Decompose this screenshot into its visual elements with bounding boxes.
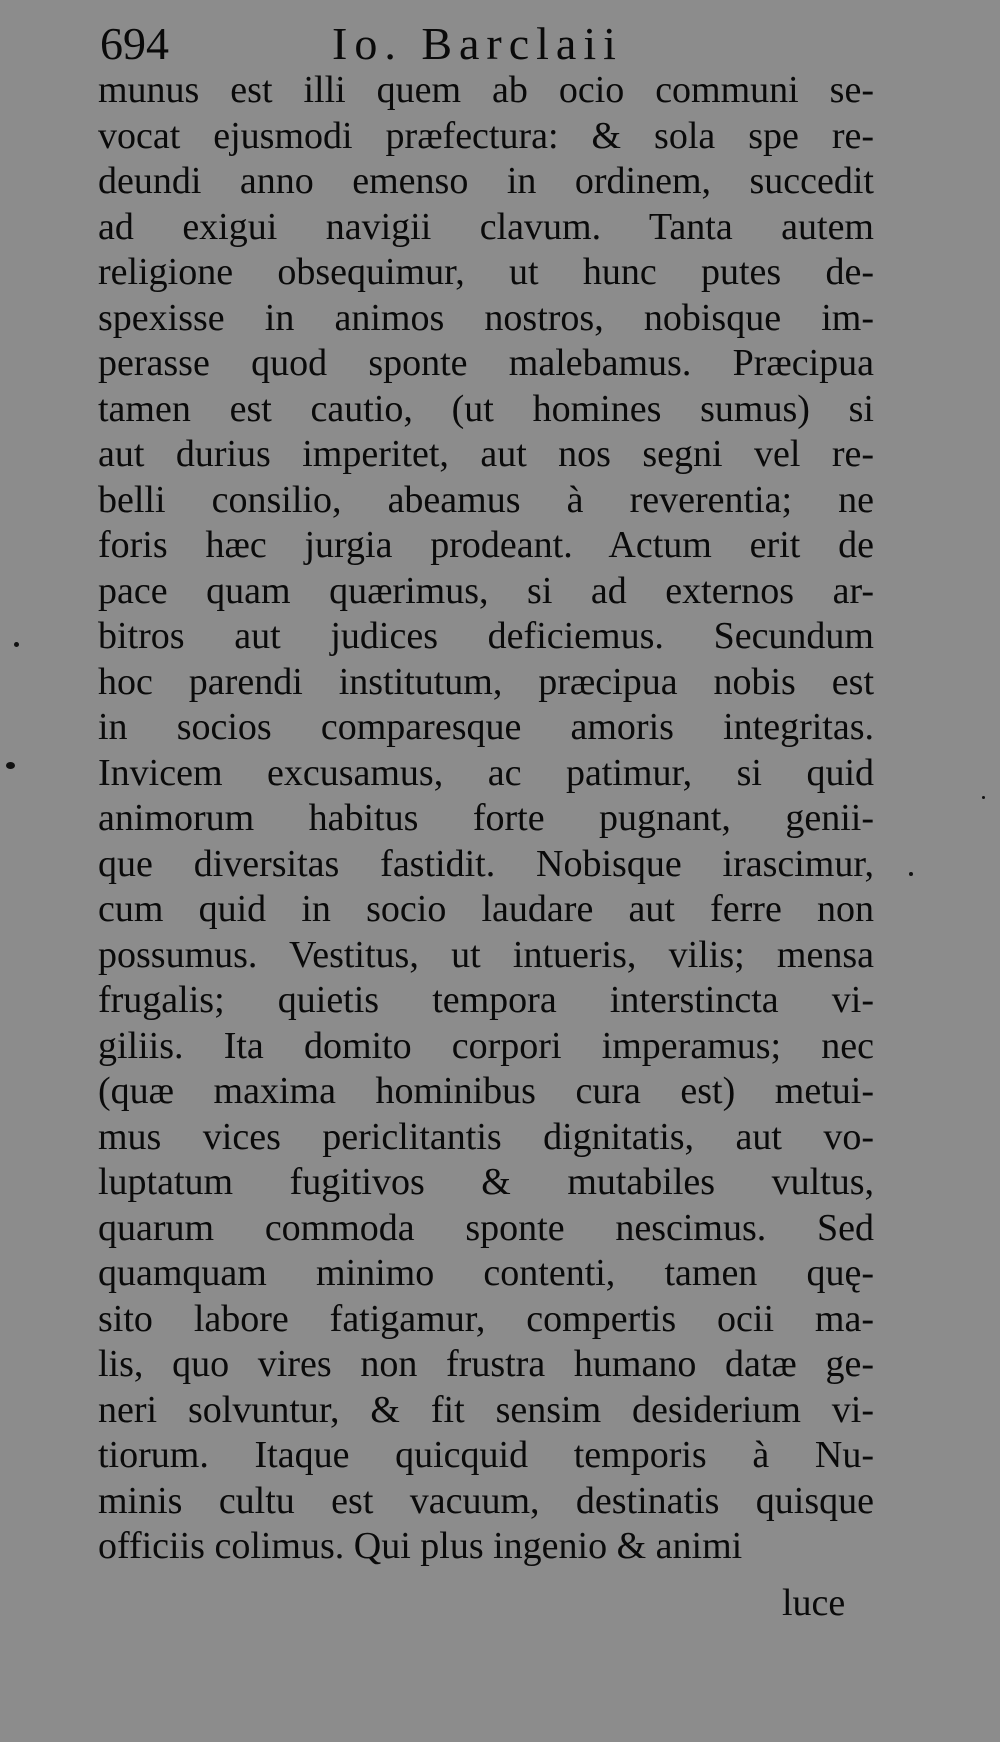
- ink-speck: [14, 642, 19, 647]
- text-line: tamen est cautio, (ut homines sumus) si: [98, 387, 874, 430]
- ink-speck: [6, 762, 15, 769]
- text-line: giliis. Ita domito corpori imperamus; nec: [98, 1024, 874, 1067]
- text-line: perasse quod sponte malebamus. Præcipua: [98, 342, 874, 384]
- text-line: deundi anno emenso in ordinem, succedit: [98, 160, 874, 202]
- running-title: Io. Barclaii: [332, 18, 623, 69]
- text-line: (quæ maxima hominibus cura est) metui-: [98, 1070, 874, 1112]
- text-line: foris hæc jurgia prodeant. Actum erit de: [98, 524, 874, 566]
- text-line: neri solvuntur, & fit sensim desiderium vi-: [98, 1388, 874, 1431]
- text-line: Invicem excusamus, ac patimur, si quid: [98, 751, 874, 794]
- text-line: animorum habitus forte pugnant, genii-: [98, 797, 874, 839]
- body-text: [98, 68, 874, 1570]
- text-line: in socios comparesque amoris integritas.: [98, 706, 874, 748]
- text-line: pace quam quærimus, si ad externos ar-: [98, 569, 874, 612]
- text-line: officiis colimus. Qui plus ingenio & animi: [98, 1525, 743, 1567]
- text-line: quarum commoda sponte nescimus. Sed: [98, 1206, 874, 1249]
- ink-speck: [982, 796, 985, 799]
- text-line: munus est illi quem ab ocio communi se-: [98, 69, 874, 111]
- text-line: tiorum. Itaque quicquid temporis à Nu-: [98, 1434, 874, 1476]
- text-line: possumus. Vestitus, ut intueris, vilis; mensa: [98, 933, 874, 976]
- text-line: religione obsequimur, ut hunc putes de-: [98, 251, 874, 293]
- catchword: luce: [782, 1582, 846, 1624]
- text-line: quamquam minimo contenti, tamen quę-: [98, 1252, 874, 1294]
- text-line: luptatum fugitivos & mutabiles vultus,: [98, 1161, 874, 1203]
- text-line: frugalis; quietis tempora interstincta vi-: [98, 979, 874, 1021]
- text-line: minis cultu est vacuum, destinatis quisque: [98, 1479, 874, 1522]
- running-head: [100, 14, 740, 74]
- page-number: 694: [100, 18, 169, 69]
- text-line: hoc parendi institutum, præcipua nobis est: [98, 660, 874, 703]
- text-line: spexisse in animos nostros, nobisque im-: [98, 296, 874, 339]
- ink-speck: [909, 872, 913, 876]
- text-line: ad exigui navigii clavum. Tanta autem: [98, 205, 874, 248]
- text-line: sito labore fatigamur, compertis ocii ma-: [98, 1297, 874, 1340]
- text-line: cum quid in socio laudare aut ferre non: [98, 888, 874, 930]
- text-line: vocat ejusmodi præfectura: & sola spe re-: [98, 114, 874, 157]
- text-line: mus vices periclitantis dignitatis, aut vo-: [98, 1115, 874, 1158]
- text-line: que diversitas fastidit. Nobisque irascimur,: [98, 842, 874, 885]
- text-line: aut durius imperitet, aut nos segni vel re-: [98, 433, 874, 475]
- text-line: lis, quo vires non frustra humano datæ ge-: [98, 1343, 874, 1385]
- text-line: belli consilio, abeamus à reverentia; ne: [98, 478, 874, 521]
- text-line: bitros aut judices deficiemus. Secundum: [98, 615, 874, 657]
